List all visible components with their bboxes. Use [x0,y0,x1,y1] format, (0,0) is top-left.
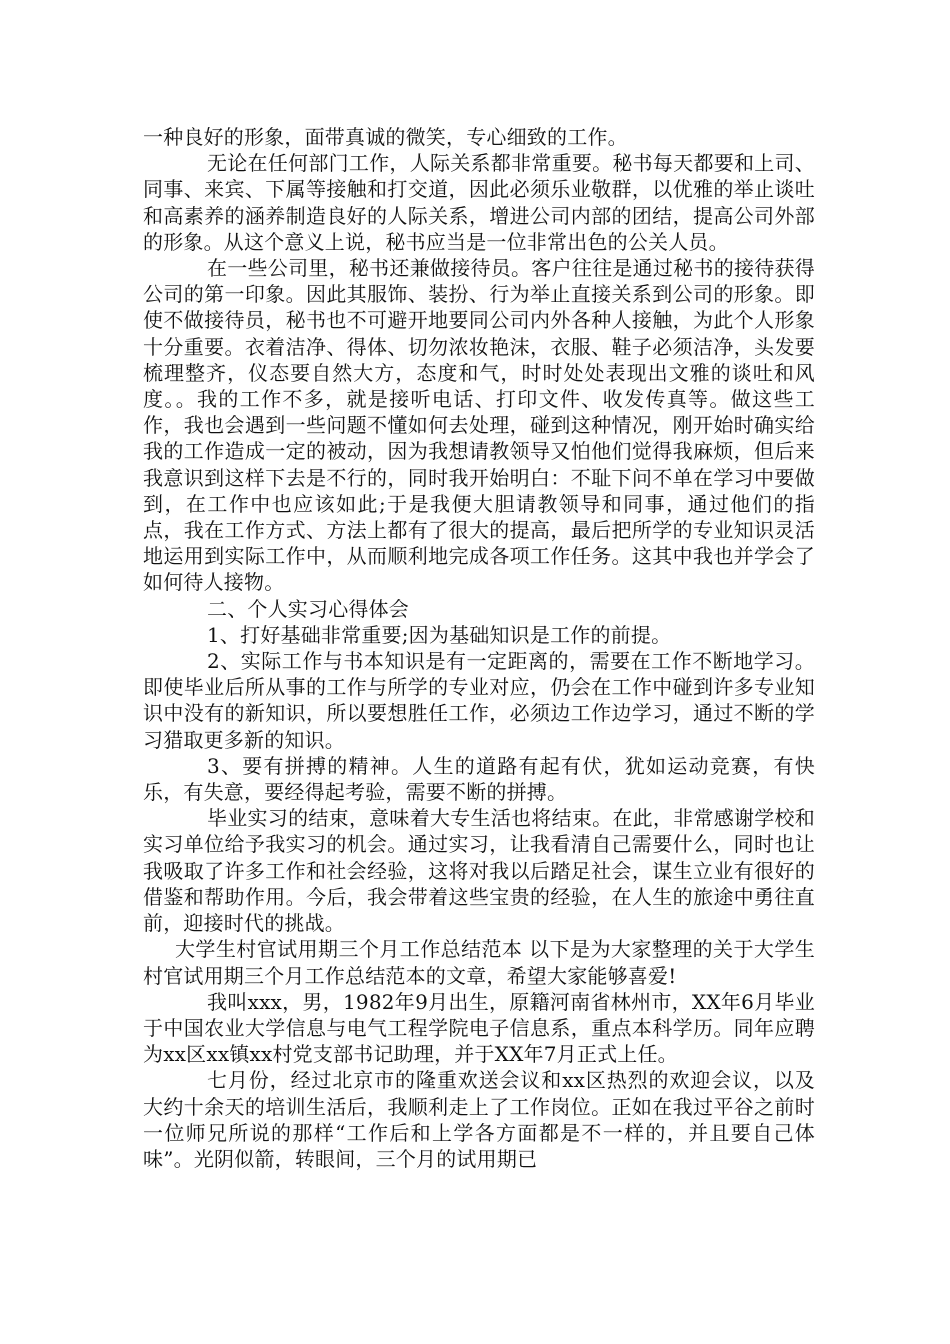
paragraph-3: 在一些公司里，秘书还兼做接待员。客户往往是通过秘书的接待获得公司的第一印象。因此其服饰、装扮、行为举止直接关系到公司的形象。即使不做接待员，秘书也不可避开地要同公司内外各种人接触，为此个人形象十分重要。衣着洁净、得体、切勿浓妆艳沫，衣服、鞋子必须洁净，头发要梳理整齐，仪态要自然大方，态度和气，时时处处表现出文雅的谈吐和风度。。我的工作不多，就是接听电话、打印文件、收发传真等。做这些工作，我也会遇到一些问题不懂如何去处理，碰到这种情况，刚开始时确实给我的工作造成一定的被动，因为我想请教领导又怕他们觉得我麻烦，但后来我意识到这样下去是不行的，同时我开始明白：不耻下问不单在学习中要做到，在工作中也应该如此;于是我便大胆请教领导和同事，通过他们的指点，我在工作方式、方法上都有了很大的提高，最后把所学的专业知识灵活地运用到实际工作中，从而顺利地完成各项工作任务。这其中我也并学会了如何待人接物。 [143,256,815,595]
paragraph-point-3: 3、要有拼搏的精神。人生的道路有起有伏，犹如运动竞赛，有快乐，有失意，要经得起考验，需要不断的拼搏。 [143,753,815,805]
section-heading: 二、个人实习心得体会 [207,596,409,621]
paragraph-self-intro: 我叫xxx，男，1982年9月出生，原籍河南省林州市，XX年6月毕业于中国农业大学信息与电气工程学院电子信息系，重点本科学历。同年应聘为xx区xx镇xx村党支部书记助理，并于XX年7月正式上任。 [143,989,815,1067]
document-page [143,124,815,1172]
paragraph-july: 七月份，经过北京市的隆重欢送会议和xx区热烈的欢迎会议，以及大约十余天的培训生活后，我顺利走上了工作岗位。正如在我过平谷之前时一位师兄所说的那样“工作后和上学各方面都是不一样的，并且要自己体味”。光阴似箭，转眼间，三个月的试用期已 [143,1068,815,1171]
paragraph-2: 无论在任何部门工作，人际关系都非常重要。秘书每天都要和上司、同事、来宾、下属等接触和打交道，因此必须乐业敬群，以优雅的举止谈吐和高素养的涵养制造良好的人际关系，增进公司内部的团结，提高公司外部的形象。从这个意义上说，秘书应当是一位非常出色的公关人员。 [143,151,815,254]
paragraph-1: 一种良好的形象，面带真诚的微笑，专心细致的工作。 [143,125,628,149]
paragraph-point-1: 1、打好基础非常重要;因为基础知识是工作的前提。 [207,622,672,647]
paragraph-point-2: 2、实际工作与书本知识是有一定距离的，需要在工作不断地学习。即使毕业后所从事的工作与所学的专业对应，仍会在工作中碰到许多专业知识中没有的新知识，所以要想胜任工作，必须边工作边学习，通过不断的学习猎取更多新的知识。 [143,649,815,752]
paragraph-conclusion: 毕业实习的结束，意味着大专生活也将结束。在此，非常感谢学校和实习单位给予我实习的机会。通过实习，让我看清自己需要什么，同时也让我吸取了许多工作和社会经验，这将对我以后踏足社会，谋生立业有很好的借鉴和帮助作用。今后，我会带着这些宝贵的经验，在人生的旅途中勇往直前，迎接时代的挑战。 [143,806,815,936]
paragraph-title-intro: 大学生村官试用期三个月工作总结范本 以下是为大家整理的关于大学生村官试用期三个月工作总结范本的文章，希望大家能够喜爱! [143,937,815,988]
